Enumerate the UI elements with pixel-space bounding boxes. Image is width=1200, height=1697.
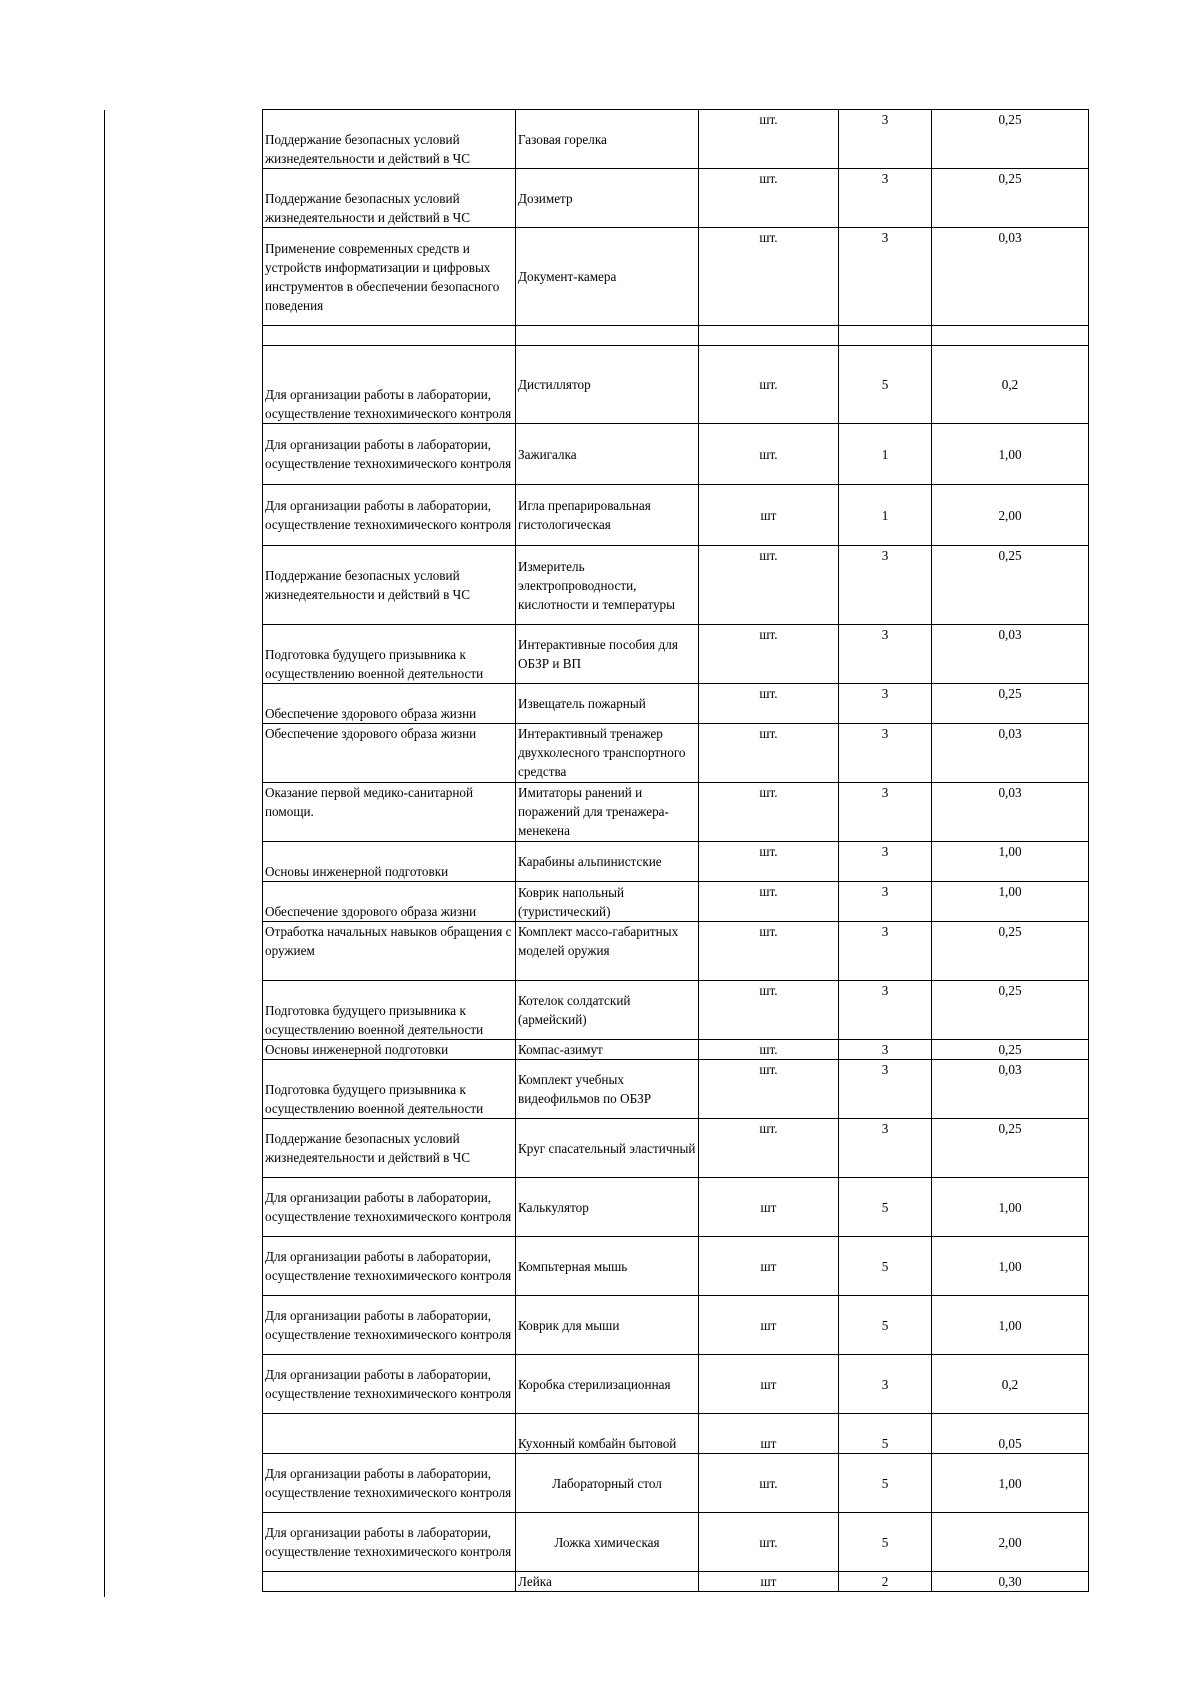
- item-name-cell: Ложка химическая: [516, 1513, 699, 1572]
- norm-value-cell: 1,00: [932, 1296, 1089, 1355]
- purpose-cell: Для организации работы в лаборатории, осуществление технохимического контроля: [263, 424, 516, 485]
- purpose-cell: Основы инженерной подготовки: [263, 842, 516, 882]
- unit-cell: шт.: [699, 1060, 839, 1119]
- item-name-cell: Коврик напольный (туристический): [516, 882, 699, 922]
- item-name-cell: Извещатель пожарный: [516, 684, 699, 724]
- quantity-cell: 5: [839, 1414, 932, 1454]
- unit-cell: шт.: [699, 346, 839, 424]
- norm-value-cell: 2,00: [932, 1513, 1089, 1572]
- quantity-cell: [839, 326, 932, 346]
- unit-cell: шт.: [699, 1513, 839, 1572]
- norm-value-cell: 0,25: [932, 1119, 1089, 1178]
- norm-value-cell: 0,2: [932, 1355, 1089, 1414]
- quantity-cell: 2: [839, 1572, 932, 1592]
- quantity-cell: 3: [839, 625, 932, 684]
- unit-cell: шт.: [699, 546, 839, 625]
- item-name-cell: Газовая горелка: [516, 110, 699, 169]
- norm-value-cell: [932, 326, 1089, 346]
- equipment-table: [262, 109, 1089, 1592]
- norm-value-cell: 1,00: [932, 424, 1089, 485]
- norm-value-cell: 0,25: [932, 684, 1089, 724]
- quantity-cell: 5: [839, 1178, 932, 1237]
- quantity-cell: 3: [839, 169, 932, 228]
- purpose-cell: Поддержание безопасных условий жизнедеятельности и действий в ЧС: [263, 169, 516, 228]
- unit-cell: шт.: [699, 169, 839, 228]
- norm-value-cell: 0,03: [932, 783, 1089, 842]
- item-name-cell: Круг спасательный эластичный: [516, 1119, 699, 1178]
- norm-value-cell: 2,00: [932, 485, 1089, 546]
- norm-value-cell: 0,25: [932, 922, 1089, 981]
- table-row: [263, 1355, 1089, 1414]
- item-name-cell: Дозиметр: [516, 169, 699, 228]
- quantity-cell: 3: [839, 684, 932, 724]
- purpose-cell: Применение современных средств и устройств информатизации и цифровых инструментов в обеспечении безопасного поведения: [263, 228, 516, 326]
- table-row: [263, 1040, 1089, 1060]
- unit-cell: шт.: [699, 1454, 839, 1513]
- norm-value-cell: 0,05: [932, 1414, 1089, 1454]
- table-row: [263, 724, 1089, 783]
- purpose-cell: Отработка начальных навыков обращения с оружием: [263, 922, 516, 981]
- table-row: [263, 1060, 1089, 1119]
- unit-cell: шт.: [699, 424, 839, 485]
- norm-value-cell: 0,25: [932, 1040, 1089, 1060]
- quantity-cell: 3: [839, 842, 932, 882]
- quantity-cell: 5: [839, 1237, 932, 1296]
- unit-cell: шт.: [699, 882, 839, 922]
- unit-cell: шт.: [699, 724, 839, 783]
- quantity-cell: 5: [839, 1454, 932, 1513]
- table-row: [263, 424, 1089, 485]
- item-name-cell: Игла препарировальная гистологическая: [516, 485, 699, 546]
- table-row: [263, 546, 1089, 625]
- purpose-cell: Подготовка будущего призывника к осуществлению военной деятельности: [263, 625, 516, 684]
- quantity-cell: 5: [839, 1296, 932, 1355]
- norm-value-cell: 0,30: [932, 1572, 1089, 1592]
- unit-cell: шт.: [699, 684, 839, 724]
- item-name-cell: Измеритель электропроводности, кислотности и температуры: [516, 546, 699, 625]
- item-name-cell: Документ-камера: [516, 228, 699, 326]
- table-row: [263, 842, 1089, 882]
- table-row: [263, 1572, 1089, 1592]
- purpose-cell: Для организации работы в лаборатории, осуществление технохимического контроля: [263, 1454, 516, 1513]
- norm-value-cell: 0,03: [932, 228, 1089, 326]
- unit-cell: шт.: [699, 842, 839, 882]
- table-row: [263, 110, 1089, 169]
- norm-value-cell: 1,00: [932, 1454, 1089, 1513]
- purpose-cell: Для организации работы в лаборатории, осуществление технохимического контроля: [263, 1355, 516, 1414]
- purpose-cell: Поддержание безопасных условий жизнедеятельности и действий в ЧС: [263, 546, 516, 625]
- quantity-cell: 3: [839, 981, 932, 1040]
- item-name-cell: Дистиллятор: [516, 346, 699, 424]
- unit-cell: шт: [699, 1355, 839, 1414]
- norm-value-cell: 0,25: [932, 546, 1089, 625]
- norm-value-cell: 0,03: [932, 1060, 1089, 1119]
- unit-cell: шт: [699, 485, 839, 546]
- purpose-cell: Обеспечение здорового образа жизни: [263, 684, 516, 724]
- purpose-cell: Для организации работы в лаборатории, осуществление технохимического контроля: [263, 1513, 516, 1572]
- norm-value-cell: 1,00: [932, 842, 1089, 882]
- table-row: [263, 1237, 1089, 1296]
- table-row: [263, 1296, 1089, 1355]
- norm-value-cell: 0,03: [932, 724, 1089, 783]
- equipment-table-body: [263, 110, 1089, 1592]
- table-row: [263, 981, 1089, 1040]
- unit-cell: шт.: [699, 922, 839, 981]
- unit-cell: шт.: [699, 981, 839, 1040]
- quantity-cell: 3: [839, 783, 932, 842]
- norm-value-cell: 1,00: [932, 1237, 1089, 1296]
- quantity-cell: 3: [839, 110, 932, 169]
- item-name-cell: Компас-азимут: [516, 1040, 699, 1060]
- quantity-cell: 3: [839, 546, 932, 625]
- purpose-cell: Подготовка будущего призывника к осуществлению военной деятельности: [263, 1060, 516, 1119]
- table-row: [263, 882, 1089, 922]
- norm-value-cell: 0,25: [932, 981, 1089, 1040]
- table-row: [263, 783, 1089, 842]
- purpose-cell: [263, 1572, 516, 1592]
- item-name-cell: Имитаторы ранений и поражений для тренажера-менекена: [516, 783, 699, 842]
- purpose-cell: Оказание первой медико-санитарной помощи.: [263, 783, 516, 842]
- table-row: [263, 922, 1089, 981]
- unit-cell: шт.: [699, 110, 839, 169]
- quantity-cell: 3: [839, 1119, 932, 1178]
- unit-cell: шт.: [699, 783, 839, 842]
- purpose-cell: Поддержание безопасных условий жизнедеятельности и действий в ЧС: [263, 1119, 516, 1178]
- item-name-cell: Компьтерная мышь: [516, 1237, 699, 1296]
- unit-cell: шт.: [699, 1040, 839, 1060]
- purpose-cell: [263, 326, 516, 346]
- left-margin-rule: [104, 110, 105, 1597]
- purpose-cell: Для организации работы в лаборатории, осуществление технохимического контроля: [263, 1237, 516, 1296]
- unit-cell: шт: [699, 1237, 839, 1296]
- norm-value-cell: 0,25: [932, 169, 1089, 228]
- item-name-cell: Коврик для мыши: [516, 1296, 699, 1355]
- purpose-cell: [263, 1414, 516, 1454]
- quantity-cell: 1: [839, 485, 932, 546]
- table-row: [263, 1119, 1089, 1178]
- table-row: [263, 326, 1089, 346]
- table-row: [263, 346, 1089, 424]
- quantity-cell: 3: [839, 1040, 932, 1060]
- quantity-cell: 3: [839, 882, 932, 922]
- quantity-cell: 3: [839, 724, 932, 783]
- table-row: [263, 1513, 1089, 1572]
- purpose-cell: Основы инженерной подготовки: [263, 1040, 516, 1060]
- quantity-cell: 1: [839, 424, 932, 485]
- unit-cell: шт: [699, 1414, 839, 1454]
- purpose-cell: Для организации работы в лаборатории, осуществление технохимического контроля: [263, 485, 516, 546]
- unit-cell: шт.: [699, 625, 839, 684]
- item-name-cell: Зажигалка: [516, 424, 699, 485]
- norm-value-cell: 0,25: [932, 110, 1089, 169]
- item-name-cell: Лейка: [516, 1572, 699, 1592]
- table-row: [263, 485, 1089, 546]
- item-name-cell: Калькулятор: [516, 1178, 699, 1237]
- unit-cell: шт.: [699, 228, 839, 326]
- purpose-cell: Подготовка будущего призывника к осуществлению военной деятельности: [263, 981, 516, 1040]
- purpose-cell: Для организации работы в лаборатории, осуществление технохимического контроля: [263, 1296, 516, 1355]
- purpose-cell: Обеспечение здорового образа жизни: [263, 724, 516, 783]
- unit-cell: шт: [699, 1178, 839, 1237]
- table-row: [263, 625, 1089, 684]
- item-name-cell: Кухонный комбайн бытовой: [516, 1414, 699, 1454]
- table-row: [263, 1414, 1089, 1454]
- purpose-cell: Для организации работы в лаборатории, осуществление технохимического контроля: [263, 1178, 516, 1237]
- item-name-cell: Интерактивные пособия для ОБЗР и ВП: [516, 625, 699, 684]
- norm-value-cell: 1,00: [932, 882, 1089, 922]
- item-name-cell: Коробка стерилизационная: [516, 1355, 699, 1414]
- table-row: [263, 228, 1089, 326]
- item-name-cell: Интерактивный тренажер двухколесного транспортного средства: [516, 724, 699, 783]
- quantity-cell: 3: [839, 228, 932, 326]
- quantity-cell: 5: [839, 346, 932, 424]
- purpose-cell: Для организации работы в лаборатории, осуществление технохимического контроля: [263, 346, 516, 424]
- unit-cell: [699, 326, 839, 346]
- item-name-cell: Комплект массо-габаритных моделей оружия: [516, 922, 699, 981]
- item-name-cell: Лабораторный стол: [516, 1454, 699, 1513]
- item-name-cell: Котелок солдатский (армейский): [516, 981, 699, 1040]
- quantity-cell: 3: [839, 1355, 932, 1414]
- table-row: [263, 169, 1089, 228]
- norm-value-cell: 1,00: [932, 1178, 1089, 1237]
- item-name-cell: Карабины альпинистские: [516, 842, 699, 882]
- item-name-cell: Комплект учебных видеофильмов по ОБЗР: [516, 1060, 699, 1119]
- item-name-cell: [516, 326, 699, 346]
- quantity-cell: 3: [839, 922, 932, 981]
- table-row: [263, 1454, 1089, 1513]
- quantity-cell: 5: [839, 1513, 932, 1572]
- table-row: [263, 1178, 1089, 1237]
- unit-cell: шт: [699, 1572, 839, 1592]
- norm-value-cell: 0,2: [932, 346, 1089, 424]
- norm-value-cell: 0,03: [932, 625, 1089, 684]
- purpose-cell: Поддержание безопасных условий жизнедеятельности и действий в ЧС: [263, 110, 516, 169]
- table-row: [263, 684, 1089, 724]
- quantity-cell: 3: [839, 1060, 932, 1119]
- unit-cell: шт.: [699, 1119, 839, 1178]
- unit-cell: шт: [699, 1296, 839, 1355]
- purpose-cell: Обеспечение здорового образа жизни: [263, 882, 516, 922]
